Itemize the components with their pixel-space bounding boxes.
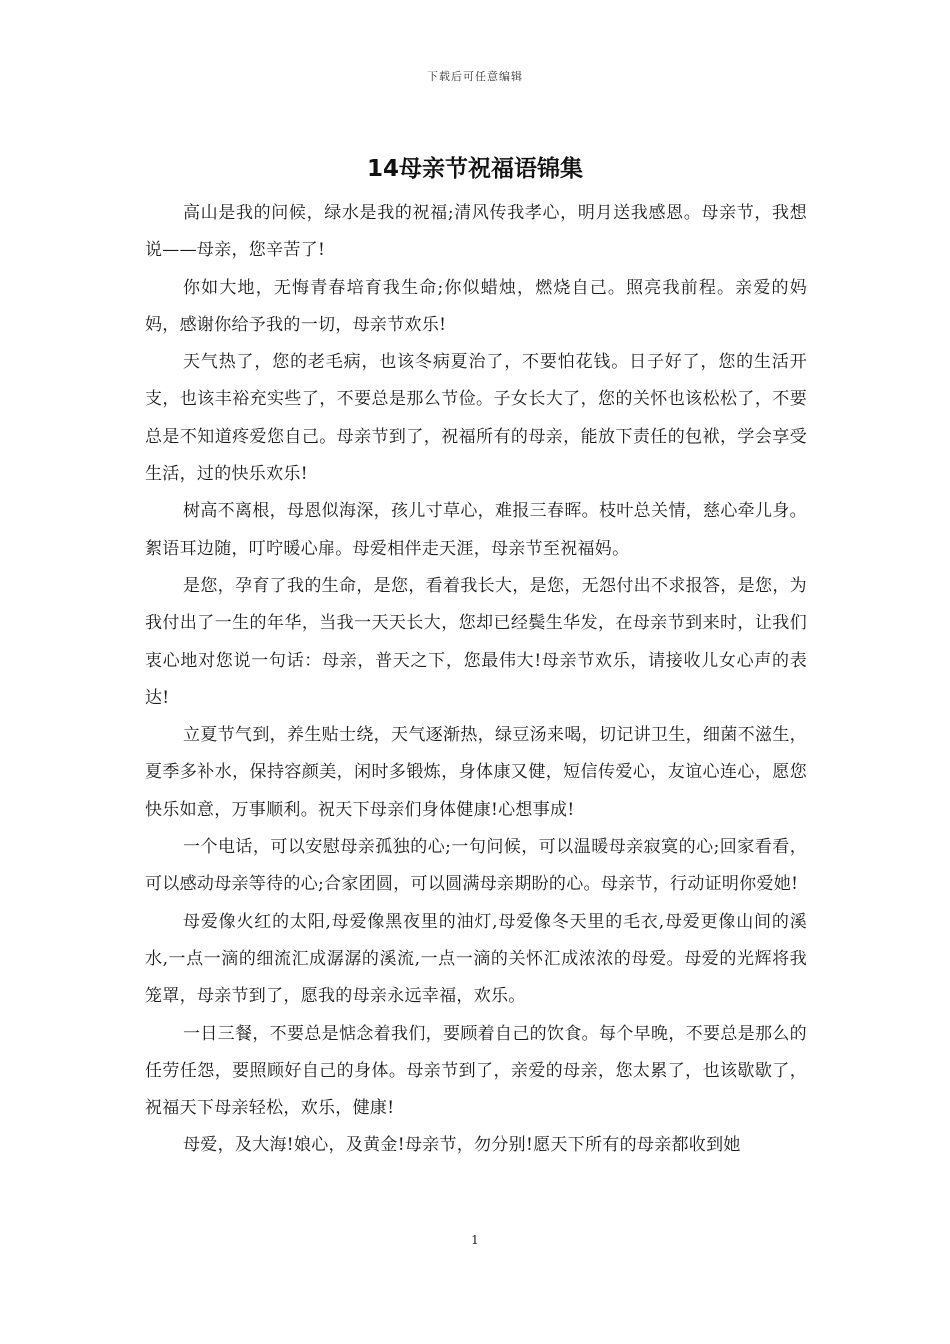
document-body: [145, 195, 807, 1165]
paragraph: 立夏节气到，养生贴士绕，天气逐渐热，绿豆汤来喝，切记讲卫生，细菌不滋生，夏季多补水，保持容颜美，闲时多锻炼，身体康又健，短信传爱心，友谊心连心，愿您快乐如意，万事顺利。祝天下母亲们身体健康!心想事成!: [145, 725, 807, 820]
paragraph: 你如大地，无悔青春培育我生命;你似蜡烛，燃烧自己。照亮我前程。亲爱的妈妈，感谢你给予我的一切，母亲节欢乐!: [145, 277, 807, 335]
page-number: 1: [471, 1233, 479, 1247]
paragraph: 母爱像火红的太阳,母爱像黑夜里的油灯,母爱像冬天里的毛衣,母爱更像山间的溪水,一点一滴的细流汇成潺潺的溪流,一点一滴的关怀汇成浓浓的母爱。母爱的光辉将我笼罩，母亲节到了，愿我的母亲永远幸福，欢乐。: [145, 911, 807, 1007]
paragraph: 天气热了，您的老毛病，也该冬病夏治了，不要怕花钱。日子好了，您的生活开支，也该丰裕充实些了，不要总是那么节俭。子女长大了，您的关怀也该松松了，不要总是不知道疼爱您自己。母亲节到了，祝福所有的母亲，能放下责任的包袱，学会享受生活，过的快乐欢乐!: [145, 352, 807, 485]
paragraph: 一日三餐，不要总是惦念着我们，要顾着自己的饮食。每个早晚，不要总是那么的任劳任怨，要照顾好自己的身体。母亲节到了，亲爱的母亲，您太累了，也该歇歇了，祝福天下母亲轻松，欢乐，健康!: [145, 1023, 807, 1119]
header-note: 下载后可任意编辑: [427, 70, 523, 83]
paragraph: 是您，孕育了我的生命，是您，看着我长大，是您，无怨付出不求报答，是您，为我付出了一生的年华，当我一天天长大，您却已经鬓生华发，在母亲节到来时，让我们衷心地对您说一句话：母亲，普天之下，您最伟大!母亲节欢乐，请接收儿女心声的表达!: [145, 575, 807, 708]
paragraph: 树高不离根，母恩似海深，孩儿寸草心，难报三春晖。枝叶总关情，慈心牵儿身。絮语耳边随，叮咛暖心扉。母爱相伴走天涯，母亲节至祝福妈。: [145, 501, 807, 559]
paragraph: 一个电话，可以安慰母亲孤独的心;一句问候，可以温暖母亲寂寞的心;回家看看，可以感动母亲等待的心;合家团圆，可以圆满母亲期盼的心。母亲节，行动证明你爱她!: [145, 837, 807, 895]
document-title: 14母亲节祝福语锦集: [366, 156, 583, 182]
paragraph: 母爱，及大海!娘心，及黄金!母亲节，勿分别!愿天下所有的母亲都收到她: [183, 1135, 741, 1156]
paragraph: 高山是我的问候，绿水是我的祝福;清风传我孝心，明月送我感恩。母亲节，我想说——母亲，您辛苦了!: [145, 203, 807, 261]
